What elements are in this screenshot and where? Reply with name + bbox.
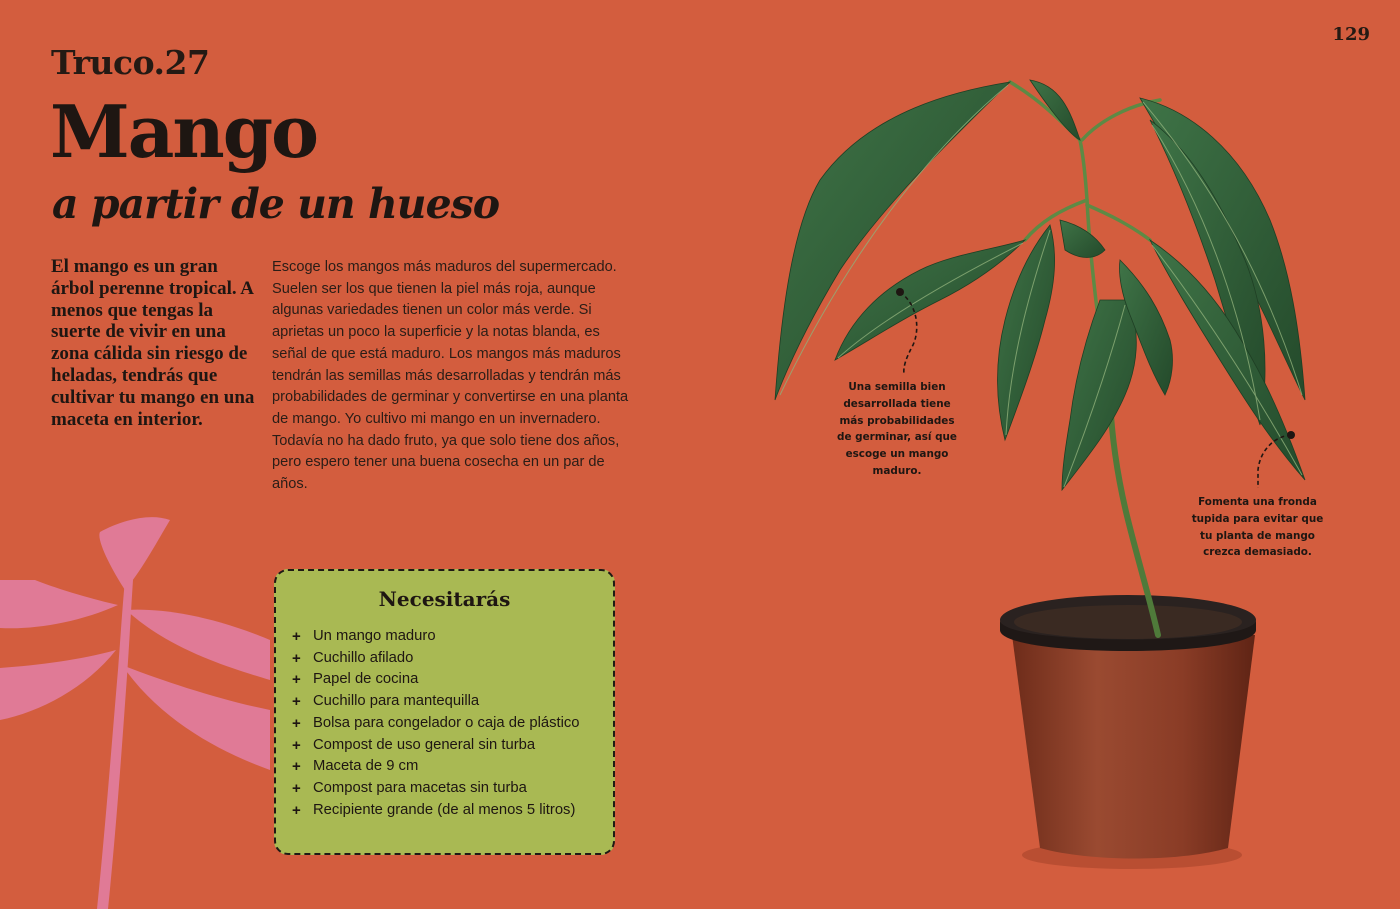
list-item-label: Papel de cocina bbox=[313, 671, 419, 688]
list-item-label: Compost de uso general sin turba bbox=[313, 736, 536, 753]
body-paragraph: Escoge los mangos más maduros del supermercado. Suelen ser los que tienen la piel más roja, aunque algunas variedades tienen un color más verde. Si aprietas un poco la superficie y la notas blanda, es señal de que está maduro. Los mangos más maduros tendrán las semillas más desarrolladas y tendrán más probabilidades de germinar y convertirse en una planta de mango. Yo cultivo mi mango en un invernadero. Todavía no ha dado fruto, ya que solo tiene dos años, pero espero tener una buena cosecha en un par de años. bbox=[272, 259, 629, 493]
trick-label: Truco.27 bbox=[51, 43, 210, 82]
list-item-label: Cuchillo afilado bbox=[313, 649, 414, 666]
plus-icon: + bbox=[292, 758, 301, 776]
callout-frond: Fomenta una fronda tupida para evitar que tu planta de mango crezca demasiado. bbox=[1191, 496, 1324, 559]
page-subtitle: a partir de un hueso bbox=[52, 180, 500, 228]
plus-icon: + bbox=[292, 779, 301, 797]
list-item-label: Un mango maduro bbox=[313, 628, 436, 644]
list-item-label: Cuchillo para mantequilla bbox=[313, 693, 480, 710]
plus-icon: + bbox=[292, 714, 301, 732]
page-title: Mango bbox=[50, 89, 318, 174]
needs-title: Necesitarás bbox=[378, 587, 511, 611]
plus-icon: + bbox=[292, 671, 301, 689]
plus-icon: + bbox=[292, 736, 301, 754]
callout-seed: Una semilla bien desarrollada tiene más probabilidades de germinar, así que escoge un mango maduro. bbox=[837, 381, 957, 477]
list-item-label: Bolsa para congelador o caja de plástico bbox=[313, 714, 580, 731]
list-item-label: Compost para macetas sin turba bbox=[313, 779, 527, 796]
list-item-label: Maceta de 9 cm bbox=[313, 758, 419, 775]
intro-paragraph: El mango es un gran árbol perenne tropical. A menos que tengas la suerte de vivir en una zona cálida sin riesgo de heladas, tendrás que cultivar tu mango en una maceta en interior. bbox=[51, 256, 255, 430]
plus-icon: + bbox=[292, 649, 301, 667]
page-number: 129 bbox=[1332, 24, 1370, 45]
plus-icon: + bbox=[292, 693, 301, 711]
plus-icon: + bbox=[292, 801, 301, 819]
list-item-label: Recipiente grande (de al menos 5 litros) bbox=[313, 801, 576, 818]
plus-icon: + bbox=[292, 628, 301, 645]
